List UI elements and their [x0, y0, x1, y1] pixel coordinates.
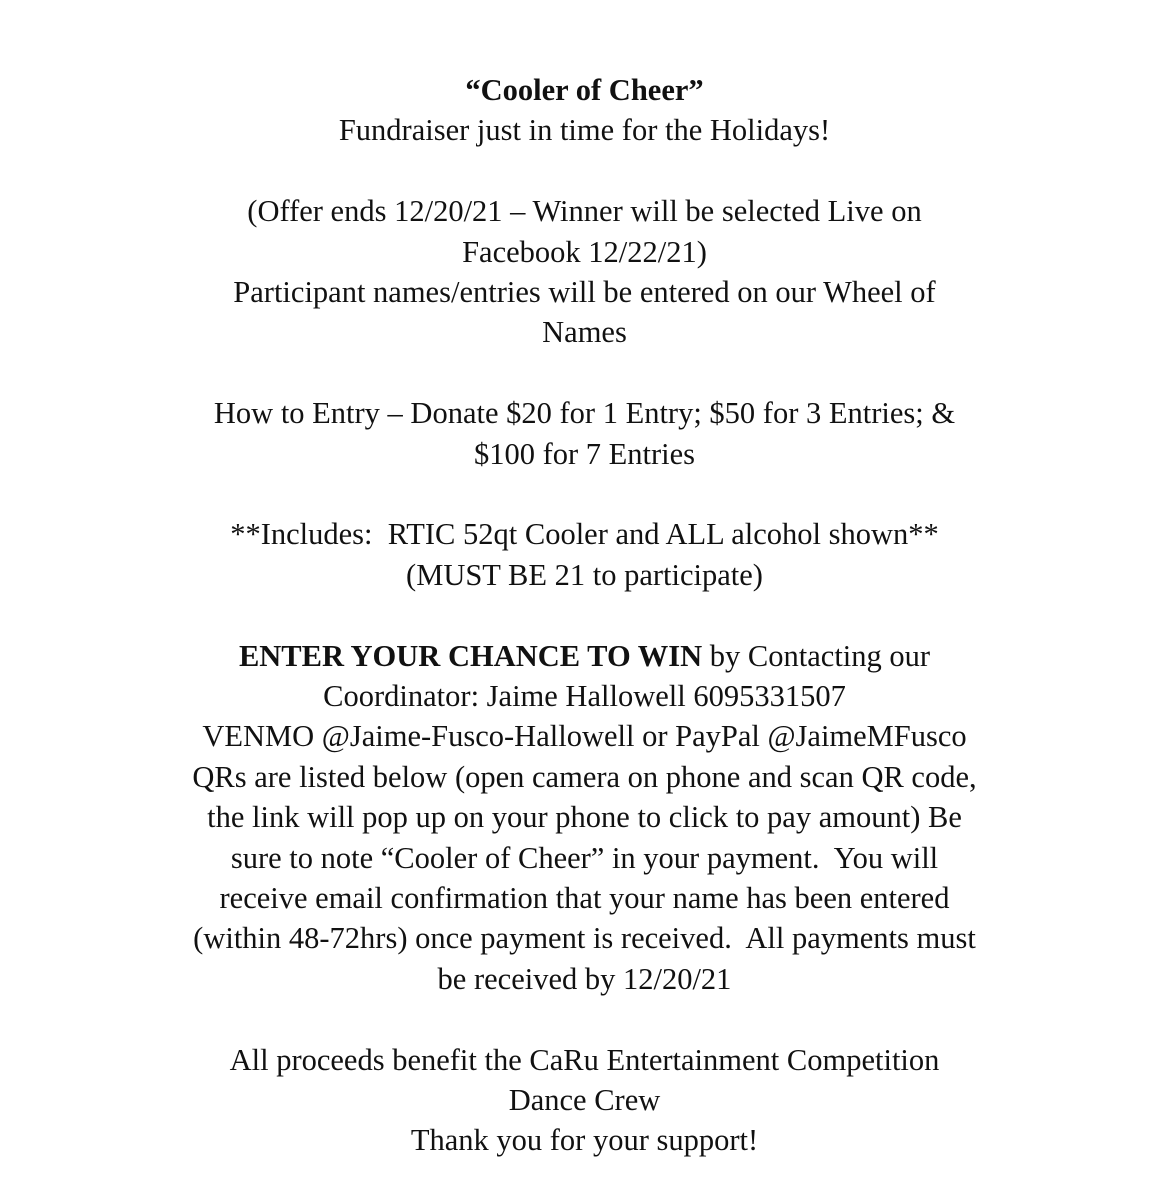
thank-you-line: Thank you for your support! — [410, 1123, 759, 1158]
spacer — [0, 353, 1169, 393]
spacer — [0, 151, 1169, 191]
qr-instructions: sure to note “Cooler of Cheer” in your payment. You will — [230, 840, 939, 875]
offer-line: Facebook 12/22/21) — [462, 234, 707, 269]
flyer-subtitle: Fundraiser just in time for the Holidays! — [338, 113, 831, 148]
proceeds-line: Dance Crew — [508, 1083, 661, 1118]
participants-line: Names — [542, 315, 627, 350]
payment-handles: VENMO @Jaime-Fusco-Hallowell or PayPal @JaimeMFusco — [202, 719, 967, 754]
participants-line: Participant names/entries will be entered on our Wheel of — [233, 275, 936, 310]
enter-to-win-line — [0, 636, 1169, 676]
offer-line: (Offer ends 12/20/21 – Winner will be selected Live on — [247, 194, 922, 229]
spacer — [0, 999, 1169, 1039]
qr-instructions: be received by 12/20/21 — [437, 961, 732, 996]
flyer-title: “Cooler of Cheer” — [465, 73, 704, 107]
entry-pricing-line: How to Entry – Donate $20 for 1 Entry; $50 for 3 Entries; & — [213, 396, 956, 431]
qr-instructions: receive email confirmation that your name has been entered — [219, 881, 950, 916]
qr-instructions: QRs are listed below (open camera on phone and scan QR code, — [192, 759, 977, 794]
qr-instructions: the link will pop up on your phone to click to pay amount) Be — [207, 800, 962, 835]
enter-to-win-heading: ENTER YOUR CHANCE TO WIN — [238, 638, 703, 673]
entry-pricing-line: $100 for 7 Entries — [473, 436, 696, 471]
qr-instructions: (within 48-72hrs) once payment is received. All payments must — [193, 921, 976, 956]
proceeds-line: All proceeds benefit the CaRu Entertainment Competition — [229, 1042, 940, 1077]
spacer — [0, 595, 1169, 635]
coordinator-contact: Coordinator: Jaime Hallowell 6095331507 — [323, 679, 846, 714]
enter-to-win-text: by Contacting our — [702, 638, 931, 673]
spacer — [0, 474, 1169, 514]
age-requirement-line: (MUST BE 21 to participate) — [406, 557, 763, 592]
includes-line: **Includes: RTIC 52qt Cooler and ALL alcohol shown** — [230, 517, 939, 552]
